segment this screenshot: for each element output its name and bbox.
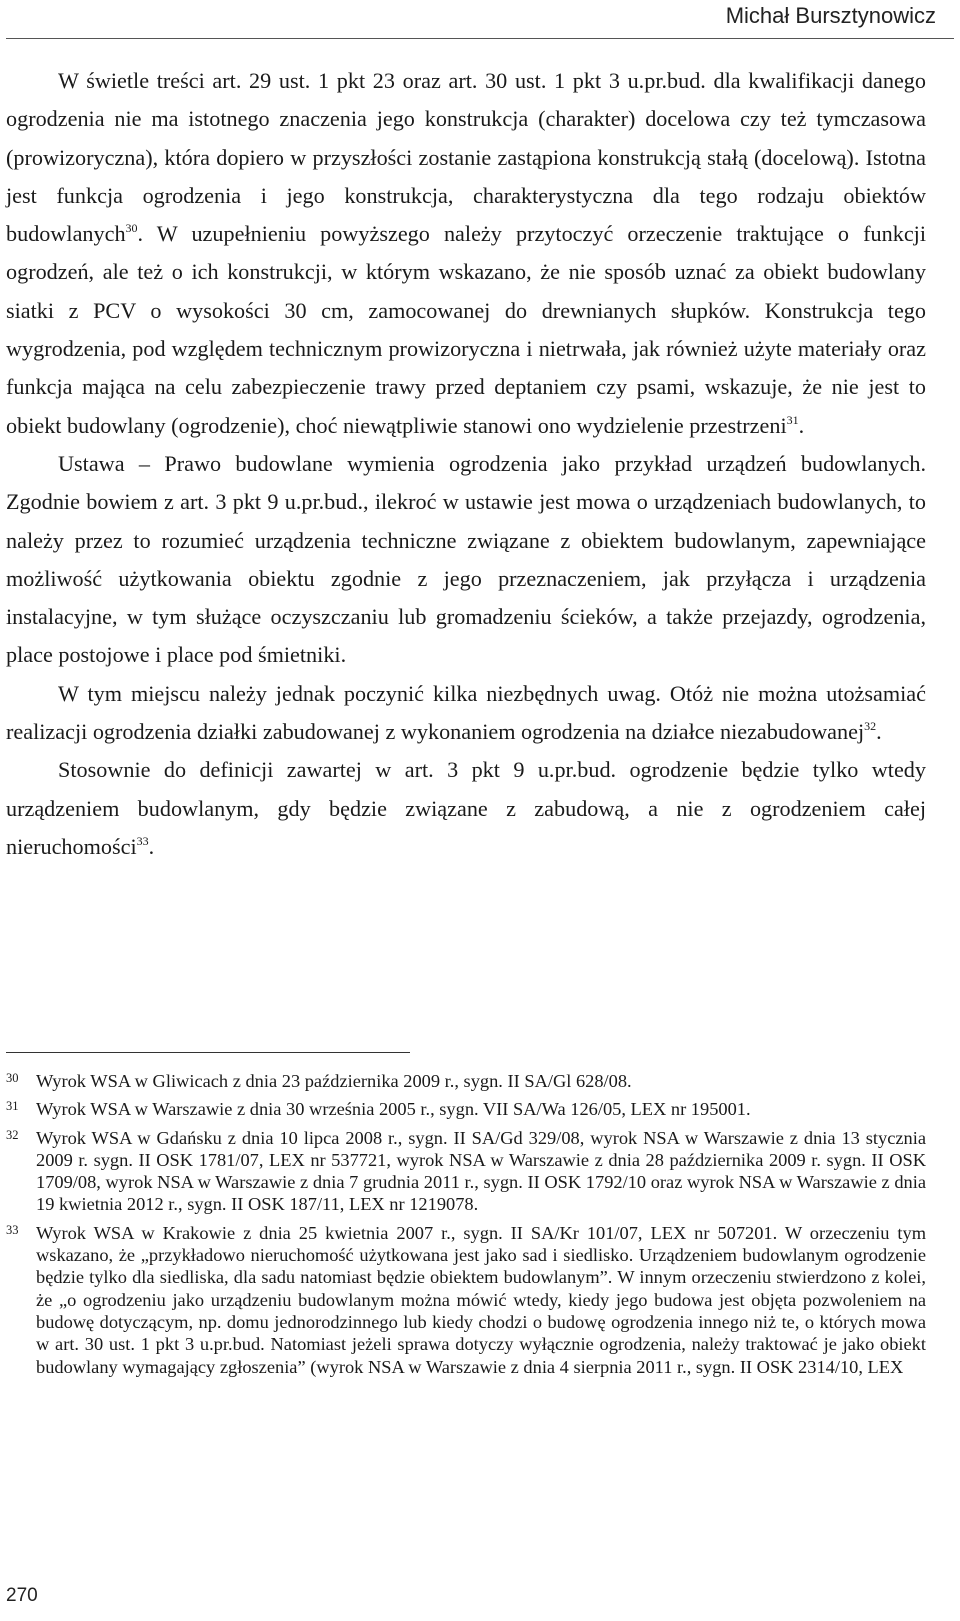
main-text — [6, 62, 926, 866]
paragraph-1-text-c: . — [798, 412, 805, 438]
footnote-ref-31[interactable]: 31 — [786, 412, 799, 427]
footnote-32 — [6, 1127, 926, 1216]
footnote-ref-33[interactable]: 33 — [136, 833, 149, 848]
footnote-separator — [6, 1052, 410, 1053]
footnote-text: Wyrok WSA w Warszawie z dnia 30 września 2005 r., sygn. VII SA/Wa 126/05, LEX nr 195001. — [36, 1099, 751, 1120]
footnote-text: Wyrok WSA w Krakowie z dnia 25 kwietnia 2007 r., sygn. II SA/Kr 101/07, LEX nr 507201. W orzeczeniu tym wskazano, że „przykładowo nieruchomość użytkowana jest jako sad i siedlisko. Urządzeniem budowlanym ogrodzenie będzie tylko dla siedliska, dla sadu natomiast będzie obiektem budowlanym”. W innym orzeczeniu stwierdzono z kolei, że „o ogrodzeniu jako urządzeniu budowlanym można mówić wtedy, kiedy jego budowa jest objęta pozwoleniem na budowę dotyczącym, np. domu jednorodzinnego lub kiedy chodzi o budowę ogrodzenia innego niż te, o których mowa w art. 30 ust. 1 pkt 3 u.pr.bud. Natomiast jeżeli sprawa dotyczy wyłącznie ogrodzenia, należy traktować je jako obiekt budowlany wymagający zgłoszenia” (wyrok NSA w Warszawie z dnia 4 sierpnia 2011 r., sygn. II OSK 2314/10, LEX — [36, 1222, 926, 1377]
footnote-number: 30 — [6, 1071, 19, 1085]
paragraph-4-text-b: . — [148, 833, 155, 859]
footnote-text: Wyrok WSA w Gdańsku z dnia 10 lipca 2008 r., sygn. II SA/Gd 329/08, wyrok NSA w Warszawie z dnia 13 stycznia 2009 r. sygn. II OSK 1781/07, LEX nr 537721, wyrok NSA w Warszawie z dnia 28 października 2009 r. sygn. II OSK 1709/08, wyrok NSA w Warszawie z dnia 7 grudnia 2011 r., sygn. II OSK 1792/10 oraz wyrok NSA w Warszawie z dnia 19 kwietnia 2012 r., sygn. II OSK 187/11, LEX nr 1219078. — [36, 1127, 926, 1215]
paragraph-1 — [6, 62, 926, 445]
footnotes — [6, 1070, 926, 1384]
footnote-ref-30[interactable]: 30 — [125, 221, 138, 236]
paragraph-3-text-b: . — [876, 719, 882, 745]
footnote-number: 32 — [6, 1127, 19, 1142]
header-rule — [6, 38, 954, 39]
footnote-ref-32[interactable]: 32 — [864, 719, 877, 734]
running-header — [0, 0, 960, 40]
footnote-30 — [6, 1070, 926, 1092]
paragraph-3-text-a: W tym miejscu należy jednak poczynić kilka niezbędnych uwag. Otóż nie można utożsamiać realizacji ogrodzenia działki zabudowanej z wykonaniem ogrodzenia na działce niezabudowanej — [6, 680, 926, 745]
paragraph-4 — [6, 751, 926, 866]
paragraph-1-text-a: W świetle treści art. 29 ust. 1 pkt 23 oraz art. 30 ust. 1 pkt 3 u.pr.bud. dla kwalifikacji danego ogrodzenia nie ma istotnego znaczenia jego konstrukcja (charakter) docelowa czy też tymczasowa (prowizoryczna), która dopiero w przyszłości zostanie zastąpiona konstrukcją stałą (docelową). Istotna jest funkcja ogrodzenia i jego konstrukcja, charakterystyczna dla tego rodzaju obiektów budowlanych — [6, 68, 926, 247]
footnote-number: 31 — [6, 1099, 19, 1114]
footnote-number: 33 — [6, 1222, 19, 1237]
paragraph-1-text-b: . W uzupełnieniu powyższego należy przytoczyć orzeczenie traktujące o funkcji ogrodzeń, ale też o ich konstrukcji, w którym wskazano, że nie sposób uznać za obiekt budowlany siatki z PCV o wysokości 30 cm, zamocowanej do drewnianych słupków. Konstrukcja tego wygrodzenia, pod względem technicznym prowizoryczna i nietrwała, jak również użyte materiały oraz funkcja mająca na celu zabezpieczenie trawy przed deptaniem czy psami, wskazuje, że nie jest to obiekt budowlany (ogrodzenie), choć niewątpliwie stanowi ono wydzielenie przestrzeni — [6, 221, 926, 438]
paragraph-3 — [6, 675, 926, 752]
paragraph-2: Ustawa – Prawo budowlane wymienia ogrodzenia jako przykład urządzeń budowlanych. Zgodnie bowiem z art. 3 pkt 9 u.pr.bud., ilekroć w ustawie jest mowa o urządzeniach budowlanych, to należy przez to rozumieć urządzenia techniczne związane z obiektem budowlanym, zapewniające możliwość użytkowania obiektu zgodnie z jego przeznaczeniem, jak przyłącza i urządzenia instalacyjne, w tym służące oczyszczaniu lub gromadzeniu ścieków, a także przejazdy, ogrodzenia, place postojowe i place pod śmietniki. — [6, 450, 926, 668]
footnote-33 — [6, 1222, 926, 1378]
header-author: Michał Bursztynowicz — [725, 3, 936, 28]
footnote-31 — [6, 1098, 926, 1120]
page-number: 270 — [6, 1585, 38, 1606]
footnote-text: Wyrok WSA w Gliwicach z dnia 23 października 2009 r., sygn. II SA/Gl 628/08. — [36, 1071, 632, 1091]
paragraph-4-text-a: Stosownie do definicji zawartej w art. 3 pkt 9 u.pr.bud. ogrodzenie będzie tylko wtedy urządzeniem budowlanym, gdy będzie związane z zabudową, a nie z ogrodzeniem całej nieruchomości — [6, 757, 926, 859]
